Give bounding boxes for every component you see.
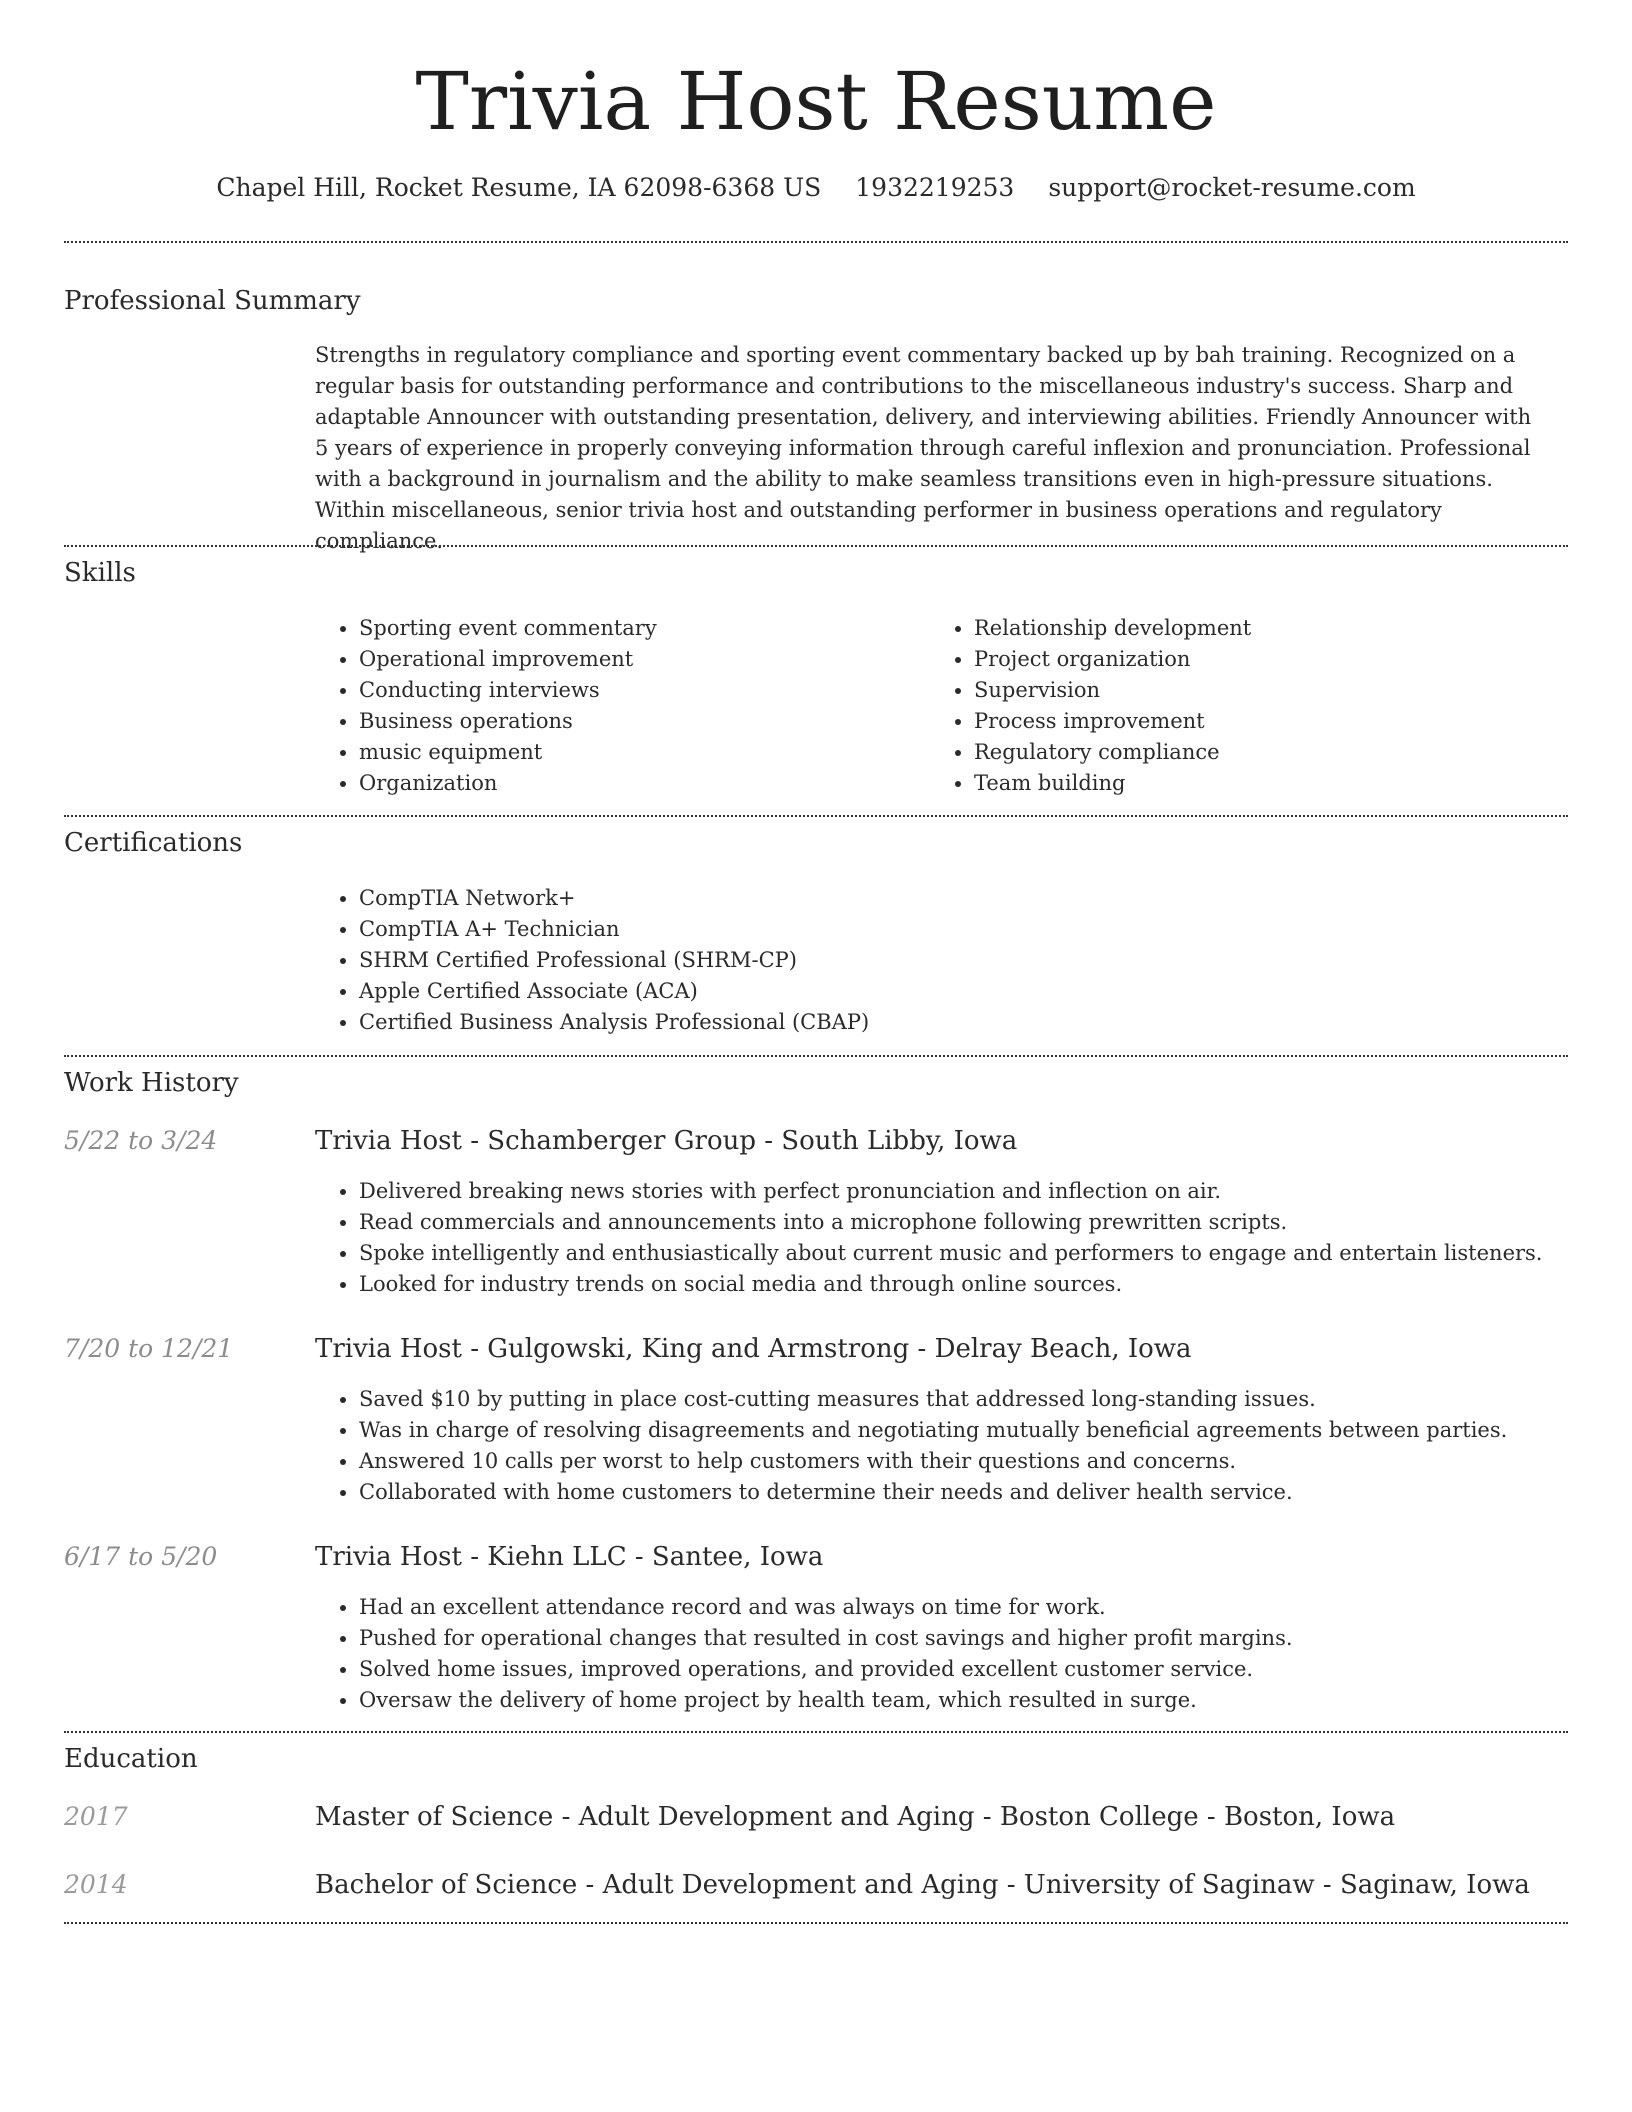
contact-email: support@rocket-resume.com xyxy=(1048,173,1416,202)
job-bullet: • Pushed for operational changes that resulted in cost savings and higher profit margins. xyxy=(359,1623,1599,1654)
job-bullet: • Was in charge of resolving disagreements and negotiating mutually beneficial agreements between parties. xyxy=(359,1415,1599,1446)
skill-item: • Sporting event commentary xyxy=(359,613,919,644)
contact-phone: 1932219253 xyxy=(855,173,1015,202)
job-title: Trivia Host - Schamberger Group - South Libby, Iowa xyxy=(315,1126,1018,1156)
section-title-certifications: Certifications xyxy=(64,828,243,858)
job-bullet: • Looked for industry trends on social media and through online sources. xyxy=(359,1269,1599,1300)
resume-title: Trivia Host Resume xyxy=(415,55,1217,148)
section-title-skills: Skills xyxy=(64,558,136,588)
skill-item: • Operational improvement xyxy=(359,644,919,675)
job-dates: 7/20 to 12/21 xyxy=(64,1334,234,1363)
section-title-education: Education xyxy=(64,1744,198,1774)
divider xyxy=(64,1055,1568,1057)
job-dates: 6/17 to 5/20 xyxy=(64,1542,218,1571)
skill-item: • Team building xyxy=(974,768,1534,799)
education-year: 2017 xyxy=(64,1802,128,1831)
divider xyxy=(64,241,1568,243)
contact-address: Chapel Hill, Rocket Resume, IA 62098-6368 US xyxy=(216,173,822,202)
job-bullet: • Solved home issues, improved operations, and provided excellent customer service. xyxy=(359,1654,1599,1685)
skill-item: • Organization xyxy=(359,768,919,799)
summary-text: Strengths in regulatory compliance and sporting event commentary backed up by bah training. Recognized on a regular basis for outstanding performance and contributions to the miscellaneous industry's success. Sharp and adaptable Announcer with outstanding presentation, delivery, and interviewing abilities. Friendly Announcer with 5 years of experience in properly conveying information through careful inflexion and pronunciation. Professional with a background in journalism and the ability to make seamless transitions even in high-pressure situations. Within miscellaneous, senior trivia host and outstanding performer in business operations and regulatory compliance. xyxy=(315,343,1532,553)
certification-item: • Apple Certified Associate (ACA) xyxy=(359,976,1559,1007)
job-bullet: • Spoke intelligently and enthusiastically about current music and performers to engage and entertain listeners. xyxy=(359,1238,1599,1269)
certification-item: • CompTIA A+ Technician xyxy=(359,914,1559,945)
education-year: 2014 xyxy=(64,1870,128,1899)
section-title-work-history: Work History xyxy=(64,1068,239,1098)
skills-list-right xyxy=(930,613,1534,799)
certifications-list xyxy=(315,883,1559,1038)
job-bullet: • Collaborated with home customers to determine their needs and deliver health service. xyxy=(359,1477,1599,1508)
skill-item: • Conducting interviews xyxy=(359,675,919,706)
job-bullet: • Read commercials and announcements into a microphone following prewritten scripts. xyxy=(359,1207,1599,1238)
job-bullet: • Delivered breaking news stories with perfect pronunciation and inflection on air. xyxy=(359,1176,1599,1207)
job-bullets xyxy=(315,1176,1599,1300)
skill-item: • Process improvement xyxy=(974,706,1534,737)
skill-item: • Project organization xyxy=(974,644,1534,675)
certification-item: • CompTIA Network+ xyxy=(359,883,1559,914)
skills-list-left xyxy=(315,613,919,799)
skill-item: • music equipment xyxy=(359,737,919,768)
section-title-summary: Professional Summary xyxy=(64,286,361,316)
job-dates: 5/22 to 3/24 xyxy=(64,1126,218,1155)
job-title: Trivia Host - Gulgowski, King and Armstrong - Delray Beach, Iowa xyxy=(315,1334,1192,1364)
education-degree: Bachelor of Science - Adult Development and Aging - University of Saginaw - Saginaw, Iowa xyxy=(315,1870,1530,1900)
certification-item: • Certified Business Analysis Professional (CBAP) xyxy=(359,1007,1559,1038)
skill-item: • Relationship development xyxy=(974,613,1534,644)
job-bullet: • Had an excellent attendance record and was always on time for work. xyxy=(359,1592,1599,1623)
education-degree: Master of Science - Adult Development and Aging - Boston College - Boston, Iowa xyxy=(315,1802,1396,1832)
contact-line xyxy=(0,170,1632,206)
skill-item: • Business operations xyxy=(359,706,919,737)
divider xyxy=(64,815,1568,817)
job-bullet: • Answered 10 calls per worst to help customers with their questions and concerns. xyxy=(359,1446,1599,1477)
divider xyxy=(64,1731,1568,1733)
divider xyxy=(64,1922,1568,1924)
skill-item: • Regulatory compliance xyxy=(974,737,1534,768)
job-bullets xyxy=(315,1592,1599,1716)
job-bullets xyxy=(315,1384,1599,1508)
job-bullet: • Saved $10 by putting in place cost-cutting measures that addressed long-standing issues. xyxy=(359,1384,1599,1415)
divider xyxy=(64,545,1568,547)
skill-item: • Supervision xyxy=(974,675,1534,706)
job-bullet: • Oversaw the delivery of home project by health team, which resulted in surge. xyxy=(359,1685,1599,1716)
certification-item: • SHRM Certified Professional (SHRM-CP) xyxy=(359,945,1559,976)
job-title: Trivia Host - Kiehn LLC - Santee, Iowa xyxy=(315,1542,824,1572)
